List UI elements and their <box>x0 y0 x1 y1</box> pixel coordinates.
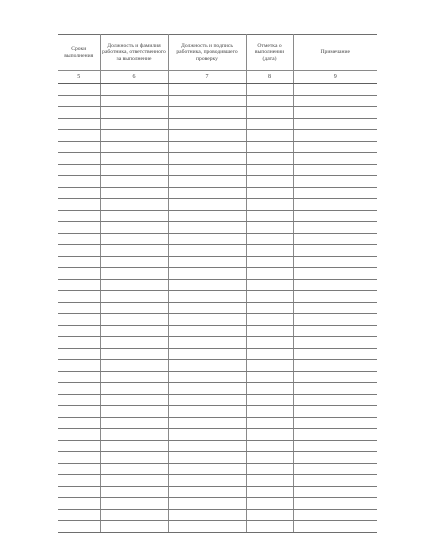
table-cell <box>58 452 100 464</box>
table-row <box>58 314 377 326</box>
table-cell <box>168 360 246 372</box>
table-cell <box>293 509 377 521</box>
table-cell <box>293 475 377 487</box>
table-cell <box>168 440 246 452</box>
table-row <box>58 348 377 360</box>
table-cell <box>246 222 293 234</box>
header-responsible-employee: Должность и фамилия работника, ответственного за выполнение <box>100 35 168 71</box>
table-cell <box>58 521 100 533</box>
table-cell <box>293 486 377 498</box>
table-cell <box>58 210 100 222</box>
table-cell <box>168 130 246 142</box>
table-cell <box>58 509 100 521</box>
table-row <box>58 107 377 119</box>
table-cell <box>168 406 246 418</box>
table-cell <box>100 360 168 372</box>
table-row <box>58 509 377 521</box>
table-cell <box>246 199 293 211</box>
table-cell <box>168 176 246 188</box>
table-row <box>58 475 377 487</box>
table-cell <box>246 245 293 257</box>
table-cell <box>100 95 168 107</box>
table-cell <box>168 107 246 119</box>
table-cell <box>293 406 377 418</box>
table-cell <box>58 463 100 475</box>
table-cell <box>246 417 293 429</box>
table-cell <box>100 279 168 291</box>
table-row <box>58 360 377 372</box>
table-cell <box>168 498 246 510</box>
table-cell <box>100 291 168 303</box>
table-cell <box>168 429 246 441</box>
table-cell <box>58 279 100 291</box>
table-cell <box>246 371 293 383</box>
table-cell <box>100 118 168 130</box>
table-cell <box>168 417 246 429</box>
table-cell <box>168 302 246 314</box>
table-cell <box>100 256 168 268</box>
table-cell <box>168 268 246 280</box>
table-cell <box>100 314 168 326</box>
table-cell <box>246 394 293 406</box>
table-cell <box>58 268 100 280</box>
column-number: 5 <box>58 71 100 84</box>
table-cell <box>168 348 246 360</box>
table-cell <box>246 440 293 452</box>
table-cell <box>168 164 246 176</box>
table-cell <box>293 498 377 510</box>
table-cell <box>100 440 168 452</box>
table-cell <box>293 302 377 314</box>
table-cell <box>58 440 100 452</box>
header-completion-mark: Отметка о выполнении (дата) <box>246 35 293 71</box>
table-row <box>58 521 377 533</box>
table-row <box>58 498 377 510</box>
table-cell <box>58 406 100 418</box>
table-cell <box>100 337 168 349</box>
table-cell <box>246 291 293 303</box>
table-cell <box>58 176 100 188</box>
table-cell <box>168 118 246 130</box>
table-cell <box>58 291 100 303</box>
table-cell <box>246 233 293 245</box>
header-deadline: Сроки выполнения <box>58 35 100 71</box>
table-cell <box>293 256 377 268</box>
table-cell <box>293 291 377 303</box>
table-cell <box>246 141 293 153</box>
table-header-row <box>58 35 377 71</box>
column-number: 9 <box>293 71 377 84</box>
table-row <box>58 199 377 211</box>
table-cell <box>293 164 377 176</box>
table-cell <box>293 394 377 406</box>
table-body <box>58 84 377 533</box>
table-cell <box>246 118 293 130</box>
table-cell <box>293 463 377 475</box>
table-cell <box>100 176 168 188</box>
table-cell <box>168 325 246 337</box>
table-row <box>58 337 377 349</box>
table-cell <box>58 314 100 326</box>
table-row <box>58 383 377 395</box>
table-cell <box>100 153 168 165</box>
table-cell <box>100 429 168 441</box>
table-cell <box>58 95 100 107</box>
table-cell <box>58 383 100 395</box>
table-cell <box>293 153 377 165</box>
table-cell <box>58 256 100 268</box>
table-cell <box>246 348 293 360</box>
table-cell <box>246 475 293 487</box>
table-cell <box>58 360 100 372</box>
table-cell <box>168 452 246 464</box>
table-row <box>58 164 377 176</box>
table-cell <box>100 210 168 222</box>
table-cell <box>246 452 293 464</box>
table-cell <box>58 498 100 510</box>
table-cell <box>168 314 246 326</box>
table-cell <box>246 84 293 96</box>
table-cell <box>58 164 100 176</box>
table-cell <box>58 337 100 349</box>
table-cell <box>246 314 293 326</box>
table-cell <box>293 337 377 349</box>
table-cell <box>100 233 168 245</box>
table-cell <box>100 348 168 360</box>
table-cell <box>100 521 168 533</box>
table-cell <box>168 394 246 406</box>
table-cell <box>168 463 246 475</box>
table-row <box>58 118 377 130</box>
table-row <box>58 95 377 107</box>
table-cell <box>246 187 293 199</box>
table-cell <box>293 521 377 533</box>
table-row <box>58 187 377 199</box>
table-cell <box>246 164 293 176</box>
table-cell <box>293 210 377 222</box>
table-row <box>58 222 377 234</box>
table-cell <box>246 429 293 441</box>
table-cell <box>58 130 100 142</box>
table-cell <box>293 199 377 211</box>
table-cell <box>293 141 377 153</box>
table-cell <box>293 371 377 383</box>
table-cell <box>100 394 168 406</box>
table-cell <box>168 521 246 533</box>
table-cell <box>58 475 100 487</box>
table-cell <box>246 383 293 395</box>
table-cell <box>293 348 377 360</box>
table-cell <box>293 187 377 199</box>
table-cell <box>100 107 168 119</box>
table-cell <box>293 95 377 107</box>
table-cell <box>100 498 168 510</box>
table-cell <box>58 107 100 119</box>
table-cell <box>100 383 168 395</box>
header-inspector-signature: Должность и подпись работника, проводившего проверку <box>168 35 246 71</box>
table-cell <box>58 429 100 441</box>
table-row <box>58 486 377 498</box>
table-cell <box>246 406 293 418</box>
table-cell <box>58 118 100 130</box>
table-cell <box>100 268 168 280</box>
table-cell <box>58 187 100 199</box>
table-cell <box>246 279 293 291</box>
table-row <box>58 406 377 418</box>
table-cell <box>100 141 168 153</box>
table-row <box>58 130 377 142</box>
table-cell <box>246 130 293 142</box>
table-cell <box>58 325 100 337</box>
column-number: 7 <box>168 71 246 84</box>
table-row <box>58 176 377 188</box>
table-cell <box>100 406 168 418</box>
table-cell <box>100 417 168 429</box>
table-cell <box>168 84 246 96</box>
table-cell <box>293 279 377 291</box>
table-cell <box>100 371 168 383</box>
table-cell <box>100 187 168 199</box>
table-cell <box>100 302 168 314</box>
table-cell <box>100 325 168 337</box>
table-row <box>58 440 377 452</box>
table-cell <box>246 268 293 280</box>
table-cell <box>100 475 168 487</box>
table-cell <box>58 417 100 429</box>
table-cell <box>246 176 293 188</box>
table-cell <box>293 383 377 395</box>
table-cell <box>100 164 168 176</box>
table-cell <box>168 337 246 349</box>
table-cell <box>168 486 246 498</box>
table-cell <box>168 210 246 222</box>
table-cell <box>293 84 377 96</box>
column-number-row <box>58 71 377 84</box>
table-row <box>58 141 377 153</box>
table-cell <box>58 141 100 153</box>
table-cell <box>293 417 377 429</box>
table-row <box>58 452 377 464</box>
table-cell <box>168 383 246 395</box>
table-cell <box>168 153 246 165</box>
table-cell <box>168 233 246 245</box>
table-cell <box>168 95 246 107</box>
column-number: 8 <box>246 71 293 84</box>
table-cell <box>293 314 377 326</box>
table-cell <box>100 130 168 142</box>
table-cell <box>58 222 100 234</box>
table-cell <box>246 498 293 510</box>
table-cell <box>168 199 246 211</box>
table-cell <box>58 233 100 245</box>
table-row <box>58 302 377 314</box>
table-cell <box>58 302 100 314</box>
table-cell <box>100 509 168 521</box>
table-cell <box>168 187 246 199</box>
table-cell <box>246 210 293 222</box>
table-cell <box>100 463 168 475</box>
table-row <box>58 291 377 303</box>
table-cell <box>58 394 100 406</box>
table-cell <box>293 176 377 188</box>
table-cell <box>100 84 168 96</box>
table-cell <box>293 429 377 441</box>
table-cell <box>58 153 100 165</box>
table-cell <box>293 233 377 245</box>
table-cell <box>246 153 293 165</box>
table-row <box>58 279 377 291</box>
table-cell <box>293 360 377 372</box>
table-row <box>58 245 377 257</box>
table-cell <box>246 463 293 475</box>
table-cell <box>168 256 246 268</box>
table-cell <box>293 268 377 280</box>
table-cell <box>100 452 168 464</box>
table-row <box>58 325 377 337</box>
table-cell <box>293 118 377 130</box>
table-cell <box>168 245 246 257</box>
table-row <box>58 394 377 406</box>
table-row <box>58 256 377 268</box>
table-cell <box>100 486 168 498</box>
table-cell <box>246 95 293 107</box>
table-cell <box>246 302 293 314</box>
table-cell <box>246 256 293 268</box>
table-row <box>58 233 377 245</box>
table-cell <box>246 360 293 372</box>
table-cell <box>168 371 246 383</box>
table-cell <box>293 222 377 234</box>
table-cell <box>246 521 293 533</box>
table-cell <box>293 130 377 142</box>
table-cell <box>58 245 100 257</box>
table-cell <box>100 222 168 234</box>
table-cell <box>100 245 168 257</box>
table-cell <box>246 509 293 521</box>
table-cell <box>58 348 100 360</box>
table-cell <box>168 509 246 521</box>
table-row <box>58 268 377 280</box>
table-row <box>58 84 377 96</box>
table-row <box>58 417 377 429</box>
table-cell <box>168 291 246 303</box>
table-cell <box>293 245 377 257</box>
table-row <box>58 429 377 441</box>
table-cell <box>246 486 293 498</box>
column-number: 6 <box>100 71 168 84</box>
table-cell <box>246 337 293 349</box>
table-cell <box>293 452 377 464</box>
table-row <box>58 371 377 383</box>
table-cell <box>168 279 246 291</box>
table-cell <box>246 325 293 337</box>
table-cell <box>293 440 377 452</box>
table-cell <box>168 475 246 487</box>
header-notes: Примечание <box>293 35 377 71</box>
table-cell <box>293 325 377 337</box>
table-cell <box>58 371 100 383</box>
table-cell <box>168 141 246 153</box>
inspection-log-table <box>58 34 377 533</box>
table-cell <box>168 222 246 234</box>
table-row <box>58 153 377 165</box>
table-cell <box>58 486 100 498</box>
table-cell <box>58 84 100 96</box>
table-row <box>58 463 377 475</box>
table-cell <box>246 107 293 119</box>
table-cell <box>58 199 100 211</box>
table-cell <box>293 107 377 119</box>
table-row <box>58 210 377 222</box>
table-cell <box>100 199 168 211</box>
